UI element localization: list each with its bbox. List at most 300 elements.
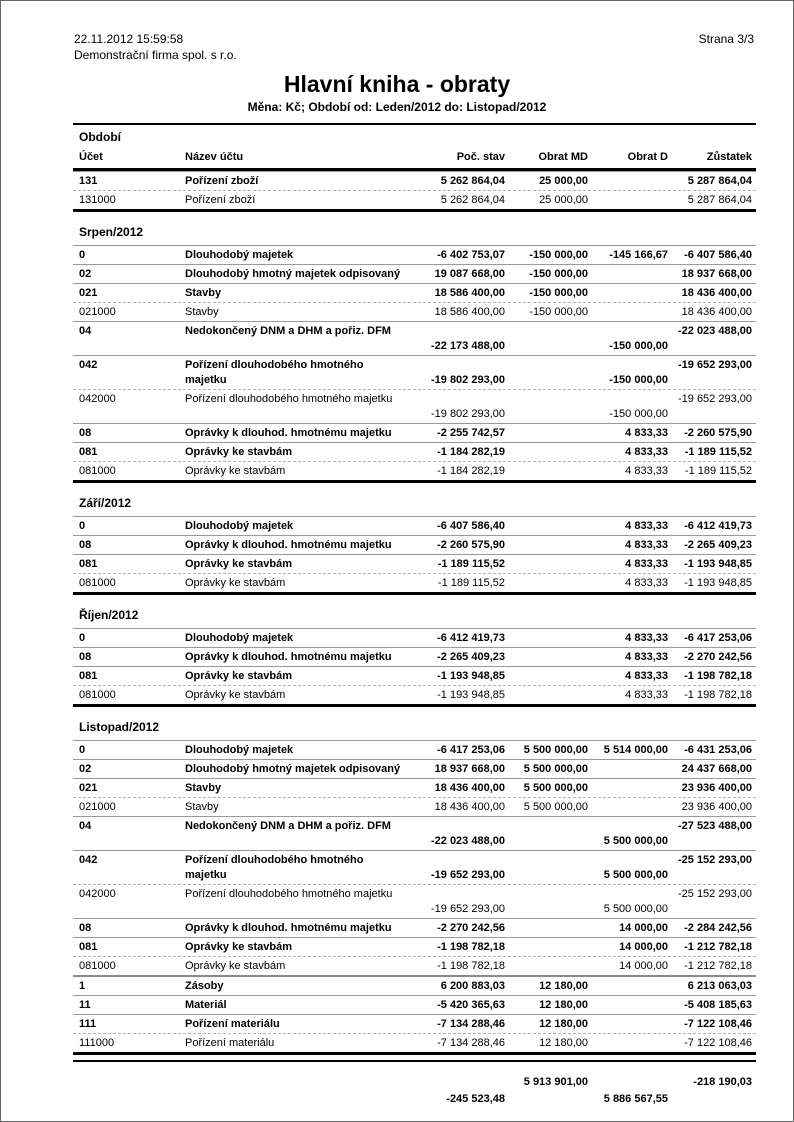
cell-poc-stav: [397, 392, 509, 407]
cell-obrat-d: 4 833,33: [625, 651, 668, 663]
period-section: [73, 171, 756, 212]
cell-obrat-md: 12 180,00: [539, 999, 588, 1011]
cell-poc-stav: -6 417 253,06: [437, 744, 505, 756]
cell-obrat-md: [509, 392, 592, 407]
table-row: [73, 666, 756, 685]
cell-obrat-d: [592, 1036, 672, 1051]
total-poc-stav: -245 523,48: [446, 1093, 505, 1105]
cell-account: 081: [79, 446, 98, 458]
report-datetime: 22.11.2012 15:59:58: [74, 32, 184, 46]
section-rows: [73, 245, 756, 483]
cell-obrat-md: [509, 631, 592, 646]
cell-obrat-d: 4 833,33: [625, 689, 668, 701]
table-row: [73, 355, 756, 389]
cell-account: 08: [79, 922, 92, 934]
table-row: [73, 647, 756, 666]
cell-account: 111: [79, 1018, 97, 1030]
table-row: [73, 283, 756, 302]
cell-account: 1: [79, 980, 86, 992]
table-row: [73, 975, 756, 995]
table-row: [73, 1033, 756, 1052]
cell-account-name: Oprávky ke stavbám: [185, 941, 293, 953]
page-header: [1, 1, 793, 63]
table-row: [73, 190, 756, 209]
section-heading: Listopad/2012: [79, 720, 160, 734]
cell-poc-stav: -6 402 753,07: [437, 249, 505, 261]
cell-poc-stav: -1 193 948,85: [437, 670, 505, 682]
totals-row-1: [79, 1074, 756, 1091]
section-rows: [73, 516, 756, 595]
cell-account: 042000: [79, 393, 116, 405]
cell-obrat-md: 12 180,00: [539, 980, 588, 992]
cell-account-name: Oprávky ke stavbám: [185, 577, 286, 589]
total-obrat-md: 5 913 901,00: [523, 1076, 588, 1088]
cell-account: [79, 407, 185, 422]
cell-obrat-d: -150 000,00: [609, 340, 668, 352]
cell-obrat-md: [509, 426, 592, 441]
section-rows: [73, 740, 756, 1055]
cell-account: 021: [79, 782, 98, 794]
cell-poc-stav: 18 586 400,00: [434, 306, 505, 318]
cell-zustatek: -6 417 253,06: [684, 632, 752, 644]
column-header-zustatek: Zůstatek: [706, 151, 752, 163]
cell-obrat-md: [509, 887, 592, 902]
section-rows: [73, 628, 756, 707]
cell-obrat-md: [509, 834, 592, 849]
table-row: [73, 535, 756, 554]
cell-account: 042: [79, 854, 98, 866]
cell-obrat-md: [509, 557, 592, 572]
period-section: [73, 496, 756, 595]
cell-poc-stav: -1 189 115,52: [437, 558, 505, 570]
cell-obrat-md: 12 180,00: [539, 1018, 588, 1030]
cell-obrat-d: [592, 1017, 672, 1032]
cell-account-name: Dlouhodobý majetek: [185, 520, 294, 532]
cell-obrat-d: [592, 193, 672, 208]
cell-obrat-d: -145 166,67: [609, 249, 668, 261]
cell-poc-stav: 18 586 400,00: [434, 287, 505, 299]
cell-obrat-d: 14 000,00: [619, 941, 668, 953]
cell-account-name: majetku: [185, 374, 227, 386]
cell-account: 11: [79, 999, 91, 1011]
cell-obrat-d: 4 833,33: [625, 520, 668, 532]
cell-account-name: Stavby: [185, 306, 219, 318]
cell-obrat-md: [509, 519, 592, 534]
cell-poc-stav: [397, 358, 509, 373]
cell-zustatek: [672, 868, 756, 883]
cell-zustatek: 18 436 400,00: [681, 287, 752, 299]
cell-zustatek: [672, 339, 756, 354]
period-label: Období: [79, 130, 121, 144]
table-row: [73, 554, 756, 573]
cell-poc-stav: [397, 324, 509, 339]
report-subtitle: Měna: Kč; Období od: Leden/2012 do: Listopad/2012: [247, 100, 547, 114]
cell-obrat-d: [592, 887, 672, 902]
totals-block: [73, 1060, 756, 1108]
column-header-poc-stav: Poč. stav: [456, 151, 505, 163]
cell-obrat-md: -150 000,00: [529, 287, 588, 299]
cell-zustatek: 23 936 400,00: [681, 801, 752, 813]
cell-obrat-md: [509, 868, 592, 883]
cell-obrat-md: [509, 902, 592, 917]
cell-poc-stav: -1 189 115,52: [437, 577, 505, 589]
cell-obrat-d: [592, 305, 672, 320]
cell-zustatek: -2 270 242,56: [684, 651, 752, 663]
cell-account: 081000: [79, 577, 116, 589]
cell-account: [79, 1091, 185, 1108]
cell-zustatek: 5 287 864,04: [687, 175, 752, 187]
section-heading: Září/2012: [79, 496, 132, 510]
cell-zustatek: -19 652 293,00: [677, 359, 752, 371]
cell-obrat-md: [509, 445, 592, 460]
cell-account-name: Oprávky k dlouhod. hmotnému majetku: [185, 922, 392, 934]
cell-obrat-d: 5 514 000,00: [603, 744, 668, 756]
cell-zustatek: 6 213 063,03: [687, 980, 752, 992]
cell-zustatek: -25 152 293,00: [677, 888, 752, 900]
cell-poc-stav: -22 023 488,00: [430, 835, 505, 847]
cell-obrat-d: [592, 762, 672, 777]
cell-zustatek: -7 122 108,46: [684, 1037, 752, 1049]
cell-account: 02: [79, 268, 92, 280]
cell-obrat-md: 5 500 000,00: [523, 782, 588, 794]
cell-obrat-d: 4 833,33: [625, 670, 668, 682]
cell-account: [79, 1074, 185, 1091]
table-header-block: [73, 123, 756, 171]
cell-account-name: Oprávky k dlouhod. hmotnému majetku: [185, 651, 392, 663]
cell-account: 131: [79, 175, 98, 187]
cell-obrat-md: [509, 339, 592, 354]
cell-obrat-md: [509, 940, 592, 955]
cell-obrat-md: [509, 464, 592, 479]
cell-poc-stav: -6 407 586,40: [437, 520, 505, 532]
section-rows: [73, 171, 756, 212]
cell-account-name: Zásoby: [185, 980, 224, 992]
cell-poc-stav: 18 937 668,00: [434, 763, 505, 775]
cell-poc-stav: 18 436 400,00: [434, 782, 505, 794]
table-row: [73, 461, 756, 480]
cell-poc-stav: [397, 819, 509, 834]
cell-account-name: Oprávky ke stavbám: [185, 670, 293, 682]
cell-account: 042000: [79, 888, 116, 900]
cell-zustatek: -6 407 586,40: [684, 249, 752, 261]
table-row: [73, 740, 756, 759]
cell-zustatek: -1 189 115,52: [684, 446, 752, 458]
cell-zustatek: [672, 834, 756, 849]
cell-account: 111000: [79, 1037, 115, 1049]
cell-obrat-md: [509, 669, 592, 684]
cell-account-name: Pořízení zboží: [185, 175, 259, 187]
table-row: [73, 321, 756, 355]
cell-poc-stav: [397, 887, 509, 902]
cell-obrat-d: 4 833,33: [625, 446, 668, 458]
cell-poc-stav: [397, 1074, 509, 1091]
cell-zustatek: -6 412 419,73: [684, 520, 752, 532]
cell-obrat-d: 14 000,00: [619, 922, 668, 934]
cell-account-name: Oprávky ke stavbám: [185, 446, 293, 458]
cell-obrat-d: [592, 286, 672, 301]
cell-zustatek: 18 937 668,00: [681, 268, 752, 280]
table-row: [73, 628, 756, 647]
page-number: Strana 3/3: [698, 32, 754, 46]
cell-account-name: Nedokončený DNM a DHM a pořiz. DFM: [185, 820, 391, 832]
column-header-nazev-uctu: Název účtu: [185, 151, 244, 163]
table-row: [73, 573, 756, 592]
table-row: [73, 264, 756, 283]
table-row: [73, 245, 756, 264]
cell-obrat-d: [592, 1074, 672, 1091]
cell-account-name: Materiál: [185, 999, 227, 1011]
cell-obrat-d: 14 000,00: [619, 960, 668, 972]
cell-obrat-d: 5 500 000,00: [603, 835, 668, 847]
cell-obrat-d: [592, 267, 672, 282]
cell-account: [79, 339, 185, 354]
cell-account: 081000: [79, 960, 116, 972]
cell-account: 081: [79, 941, 98, 953]
cell-obrat-md: [509, 324, 592, 339]
cell-obrat-md: 5 500 000,00: [523, 763, 588, 775]
cell-zustatek: [672, 407, 756, 422]
table-row: [73, 516, 756, 535]
cell-obrat-md: 25 000,00: [539, 194, 588, 206]
cell-account-name: Pořízení materiálu: [185, 1018, 280, 1030]
cell-zustatek: [672, 373, 756, 388]
cell-account-name: Pořízení zboží: [185, 194, 256, 206]
cell-zustatek: -1 212 782,18: [684, 960, 752, 972]
cell-obrat-md: [509, 1091, 592, 1108]
cell-poc-stav: [397, 853, 509, 868]
cell-account-name: Pořízení dlouhodobého hmotného majetku: [185, 888, 393, 900]
cell-account: 08: [79, 651, 92, 663]
cell-account: 0: [79, 744, 86, 756]
cell-poc-stav: -1 198 782,18: [437, 960, 505, 972]
cell-account-name: Pořízení dlouhodobého hmotného majetku: [185, 393, 393, 405]
cell-poc-stav: -19 652 293,00: [430, 903, 505, 915]
column-header-obrat-md: Obrat MD: [538, 151, 588, 163]
cell-obrat-d: 5 500 000,00: [603, 869, 668, 881]
cell-zustatek: -1 198 782,18: [684, 689, 752, 701]
cell-account-name: Dlouhodobý majetek: [185, 632, 294, 644]
table-row: [73, 797, 756, 816]
cell-poc-stav: -7 134 288,46: [437, 1018, 505, 1030]
cell-account-name: Oprávky ke stavbám: [185, 465, 286, 477]
cell-obrat-d: [592, 853, 672, 868]
cell-account-name: Dlouhodobý majetek: [185, 744, 294, 756]
cell-poc-stav: -19 652 293,00: [430, 869, 505, 881]
cell-account-name: [185, 339, 397, 354]
cell-account-name: [185, 1091, 397, 1108]
cell-account-name: majetku: [185, 869, 227, 881]
cell-zustatek: -5 408 185,63: [684, 999, 752, 1011]
cell-account: [79, 868, 185, 883]
cell-account: 081000: [79, 465, 116, 477]
table-row: [73, 884, 756, 918]
cell-account: 081: [79, 558, 98, 570]
column-header-row: [73, 150, 756, 164]
table-row: [73, 816, 756, 850]
cell-account-name: Stavby: [185, 782, 222, 794]
table-row: [73, 389, 756, 423]
cell-obrat-md: 25 000,00: [539, 175, 588, 187]
cell-obrat-d: 4 833,33: [625, 427, 668, 439]
cell-zustatek: [672, 902, 756, 917]
cell-obrat-d: [592, 174, 672, 189]
cell-account-name: Pořízení materiálu: [185, 1037, 275, 1049]
table-row: [73, 850, 756, 884]
cell-obrat-md: [509, 921, 592, 936]
cell-account: 02: [79, 763, 92, 775]
cell-account: 021000: [79, 306, 116, 318]
period-section: [73, 608, 756, 707]
table-row: [73, 442, 756, 461]
cell-obrat-d: -150 000,00: [609, 408, 668, 420]
table-row: [73, 918, 756, 937]
cell-account-name: Pořízení dlouhodobého hmotného: [185, 854, 364, 866]
cell-zustatek: -19 652 293,00: [677, 393, 752, 405]
table-row: [73, 302, 756, 321]
cell-account: 081000: [79, 689, 116, 701]
cell-zustatek: 23 936 400,00: [681, 782, 752, 794]
cell-zustatek: -1 189 115,52: [684, 465, 752, 477]
cell-poc-stav: -2 260 575,90: [437, 539, 505, 551]
totals-row-2: [79, 1091, 756, 1108]
table-row: [73, 759, 756, 778]
cell-obrat-d: [592, 358, 672, 373]
cell-obrat-md: -150 000,00: [529, 249, 588, 261]
cell-account: [79, 902, 185, 917]
cell-obrat-d: [592, 800, 672, 815]
cell-poc-stav: 5 262 864,04: [440, 194, 505, 206]
cell-account: [79, 834, 185, 849]
cell-obrat-md: 5 500 000,00: [523, 801, 588, 813]
cell-account: 04: [79, 325, 92, 337]
cell-account: 042: [79, 359, 98, 371]
cell-poc-stav: -1 184 282,19: [437, 465, 505, 477]
cell-zustatek: -6 431 253,06: [684, 744, 752, 756]
cell-account-name: Stavby: [185, 287, 222, 299]
cell-obrat-d: 4 833,33: [625, 632, 668, 644]
cell-account-name: [185, 902, 397, 917]
cell-obrat-d: 4 833,33: [625, 577, 668, 589]
cell-zustatek: -7 122 108,46: [684, 1018, 752, 1030]
cell-account: 08: [79, 539, 92, 551]
cell-zustatek: -2 265 409,23: [684, 539, 752, 551]
cell-account-name: Nedokončený DNM a DHM a pořiz. DFM: [185, 325, 391, 337]
cell-obrat-d: 5 500 000,00: [603, 903, 668, 915]
cell-obrat-d: -150 000,00: [609, 374, 668, 386]
cell-obrat-md: [509, 688, 592, 703]
section-heading: Říjen/2012: [79, 608, 139, 622]
cell-account-name: Dlouhodobý majetek: [185, 249, 294, 261]
cell-obrat-md: [509, 358, 592, 373]
cell-zustatek: -25 152 293,00: [677, 854, 752, 866]
cell-zustatek: -1 198 782,18: [684, 670, 752, 682]
table-row: [73, 937, 756, 956]
cell-obrat-md: -150 000,00: [529, 306, 588, 318]
cell-account-name: Oprávky k dlouhod. hmotnému majetku: [185, 427, 392, 439]
table-row: [73, 778, 756, 797]
cell-poc-stav: 18 436 400,00: [434, 801, 505, 813]
cell-account: 08: [79, 427, 92, 439]
sections: [73, 171, 756, 1055]
cell-obrat-md: [509, 407, 592, 422]
cell-account-name: Stavby: [185, 801, 219, 813]
cell-obrat-d: 4 833,33: [625, 465, 668, 477]
cell-zustatek: -1 193 948,85: [684, 577, 752, 589]
cell-obrat-d: [592, 979, 672, 994]
cell-account: 0: [79, 632, 86, 644]
cell-account-name: Dlouhodobý hmotný majetek odpisovaný: [185, 268, 401, 280]
cell-poc-stav: -6 412 419,73: [437, 632, 505, 644]
cell-zustatek: -2 284 242,56: [684, 922, 752, 934]
cell-account-name: Oprávky ke stavbám: [185, 558, 293, 570]
cell-zustatek: 24 437 668,00: [681, 763, 752, 775]
cell-poc-stav: -1 193 948,85: [437, 689, 505, 701]
cell-obrat-md: [509, 373, 592, 388]
cell-zustatek: 18 436 400,00: [681, 306, 752, 318]
cell-poc-stav: -19 802 293,00: [430, 408, 505, 420]
cell-obrat-md: [509, 538, 592, 553]
cell-account: 081: [79, 670, 98, 682]
cell-poc-stav: -2 265 409,23: [437, 651, 505, 663]
table-row: [73, 423, 756, 442]
cell-account: 0: [79, 249, 86, 261]
cell-account: 131000: [79, 194, 116, 206]
ledger-table: [73, 123, 756, 1108]
cell-poc-stav: -2 255 742,57: [437, 427, 505, 439]
cell-poc-stav: -7 134 288,46: [437, 1037, 505, 1049]
cell-obrat-md: [509, 819, 592, 834]
cell-obrat-md: 12 180,00: [539, 1037, 588, 1049]
cell-poc-stav: 19 087 668,00: [434, 268, 505, 280]
cell-obrat-d: [592, 392, 672, 407]
cell-poc-stav: -1 198 782,18: [437, 941, 505, 953]
cell-zustatek: -1 193 948,85: [684, 558, 752, 570]
column-header-ucet: Účet: [79, 151, 103, 163]
cell-obrat-md: 5 500 000,00: [523, 744, 588, 756]
cell-account: [79, 373, 185, 388]
cell-account-name: Dlouhodobý hmotný majetek odpisovaný: [185, 763, 401, 775]
column-header-obrat-d: Obrat D: [627, 151, 668, 163]
table-row: [73, 995, 756, 1014]
cell-poc-stav: 5 262 864,04: [440, 175, 505, 187]
cell-zustatek: -27 523 488,00: [677, 820, 752, 832]
cell-zustatek: 5 287 864,04: [687, 194, 752, 206]
cell-account-name: [185, 1074, 397, 1091]
cell-obrat-d: 4 833,33: [625, 558, 668, 570]
cell-account-name: [185, 834, 397, 849]
cell-account: 021: [79, 287, 98, 299]
cell-poc-stav: 6 200 883,03: [440, 980, 505, 992]
cell-obrat-d: 4 833,33: [625, 539, 668, 551]
cell-account-name: Pořízení dlouhodobého hmotného: [185, 359, 364, 371]
period-section: [73, 720, 756, 1055]
cell-obrat-md: [509, 853, 592, 868]
cell-account: 0: [79, 520, 86, 532]
cell-poc-stav: -2 270 242,56: [437, 922, 505, 934]
cell-account-name: Oprávky ke stavbám: [185, 960, 286, 972]
cell-obrat-md: [509, 959, 592, 974]
cell-obrat-d: [592, 781, 672, 796]
cell-obrat-d: [592, 819, 672, 834]
cell-zustatek: [672, 1091, 756, 1108]
cell-account: 021000: [79, 801, 116, 813]
cell-account-name: Oprávky k dlouhod. hmotnému majetku: [185, 539, 392, 551]
cell-poc-stav: -5 420 365,63: [437, 999, 505, 1011]
table-row: [73, 171, 756, 190]
cell-poc-stav: -1 184 282,19: [437, 446, 505, 458]
cell-poc-stav: -22 173 488,00: [430, 340, 505, 352]
table-row: [73, 956, 756, 975]
